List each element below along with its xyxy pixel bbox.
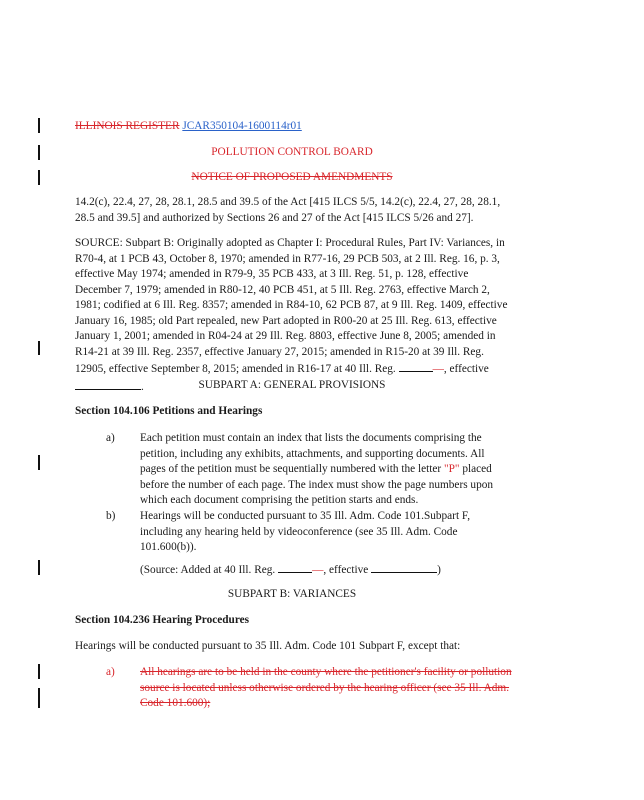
source-effective-blank bbox=[371, 561, 437, 573]
hearing-procedures-intro: Hearings will be conducted pursuant to 35 Ill. Adm. Code 101 Subpart F, except that: bbox=[75, 640, 461, 652]
notice-title: NOTICE OF PROPOSED AMENDMENTS bbox=[191, 171, 393, 183]
register-title-deleted: ILLINOIS REGISTER bbox=[75, 120, 180, 132]
change-bar bbox=[38, 664, 40, 679]
jcar-code-inserted: JCAR350104-1600114r01 bbox=[182, 120, 302, 132]
register-header bbox=[75, 119, 302, 135]
item-b-label: b) bbox=[106, 510, 116, 522]
change-bar bbox=[38, 560, 40, 575]
source-paragraph: SOURCE: Subpart B: Originally adopted as Chapter I: Procedural Rules, Part IV: Variances, in R70-4, at 1 PCB 43, October 8, 1970; amended in R77-16, 29 PCB 503, at 2 Ill. Reg. 16, p. 3, effective May 1974; amended in R79-9, 35 PCB 433, at 3 Ill. Reg. 51, p. 128, effective December 7, 1979; amended in R80-12, 40 PCB 451, at 5 Ill. Reg. 2763, effective March 2, 1981; codified at 6 Ill. Reg. 8357; amended in R84-10, 62 PCB 87, at 9 Ill. Reg. 1409, effective January 16, 1985; old Part repealed, new Part adopted in R00-20 at 25 Ill. Reg. 613, effective January 1, 2001; amended in R04-24 at 29 Ill. Reg. 8803, effective June 8, 2005; amended in R14-21 at 39 Ill. Reg. 2357, effective January 27, 2015; amended in R15-20 at 39 Ill. Reg. 12905, effective September 8, 2015; amended in R16-17 at 40 Ill. Reg. —, effective . bbox=[75, 237, 508, 393]
change-bar bbox=[38, 455, 40, 470]
board-title: POLLUTION CONTROL BOARD bbox=[211, 146, 373, 158]
subpart-b-title: SUBPART B: VARIANCES bbox=[227, 588, 357, 600]
change-bar bbox=[38, 118, 40, 133]
change-bar bbox=[38, 341, 40, 355]
change-bar bbox=[38, 688, 40, 708]
reg-blank bbox=[399, 360, 433, 372]
petition-index-paragraph: Each petition must contain an index that lists the documents comprising the petition, including any exhibits, attachments, and supporting documents. All pages of the petition must be sequentially numbered with the letter "P" placed before the number of each page. The index must show the page numbers upon which each document comprising the petition starts and ends. bbox=[140, 432, 494, 506]
section-104-236-heading: Section 104.236 Hearing Procedures bbox=[75, 614, 250, 626]
source-reg-blank bbox=[278, 561, 312, 573]
hearings-paragraph: Hearings will be conducted pursuant to 35 Ill. Adm. Code 101.Subpart F, including any hearing held by videoconference (see 35 Ill. Adm. Code 101.600(b)). bbox=[140, 510, 471, 553]
item-a-label: a) bbox=[106, 432, 115, 444]
source-note: (Source: Added at 40 Ill. Reg. —, effective ) bbox=[140, 561, 441, 579]
deleted-item-a-label: a) bbox=[106, 666, 115, 678]
authority-paragraph: 14.2(c), 22.4, 27, 28, 28.1, 28.5 and 39.5 of the Act [415 ILCS 5/5, 14.2(c), 22.4, 27, 28, 28.1, 28.5 and 39.5] and authorized by Sections 26 and 27 of the Act [415 ILCS 5/26 and 27]. bbox=[75, 196, 501, 224]
subpart-a-title: SUBPART A: GENERAL PROVISIONS bbox=[198, 379, 386, 391]
deleted-county-hearing-paragraph: All hearings are to be held in the county where the petitioner's facility or pollution source is located unless otherwise ordered by the hearing officer (see 35 Ill. Adm. Code 101.600); bbox=[140, 666, 512, 709]
section-104-106-heading: Section 104.106 Petitions and Hearings bbox=[75, 405, 263, 417]
